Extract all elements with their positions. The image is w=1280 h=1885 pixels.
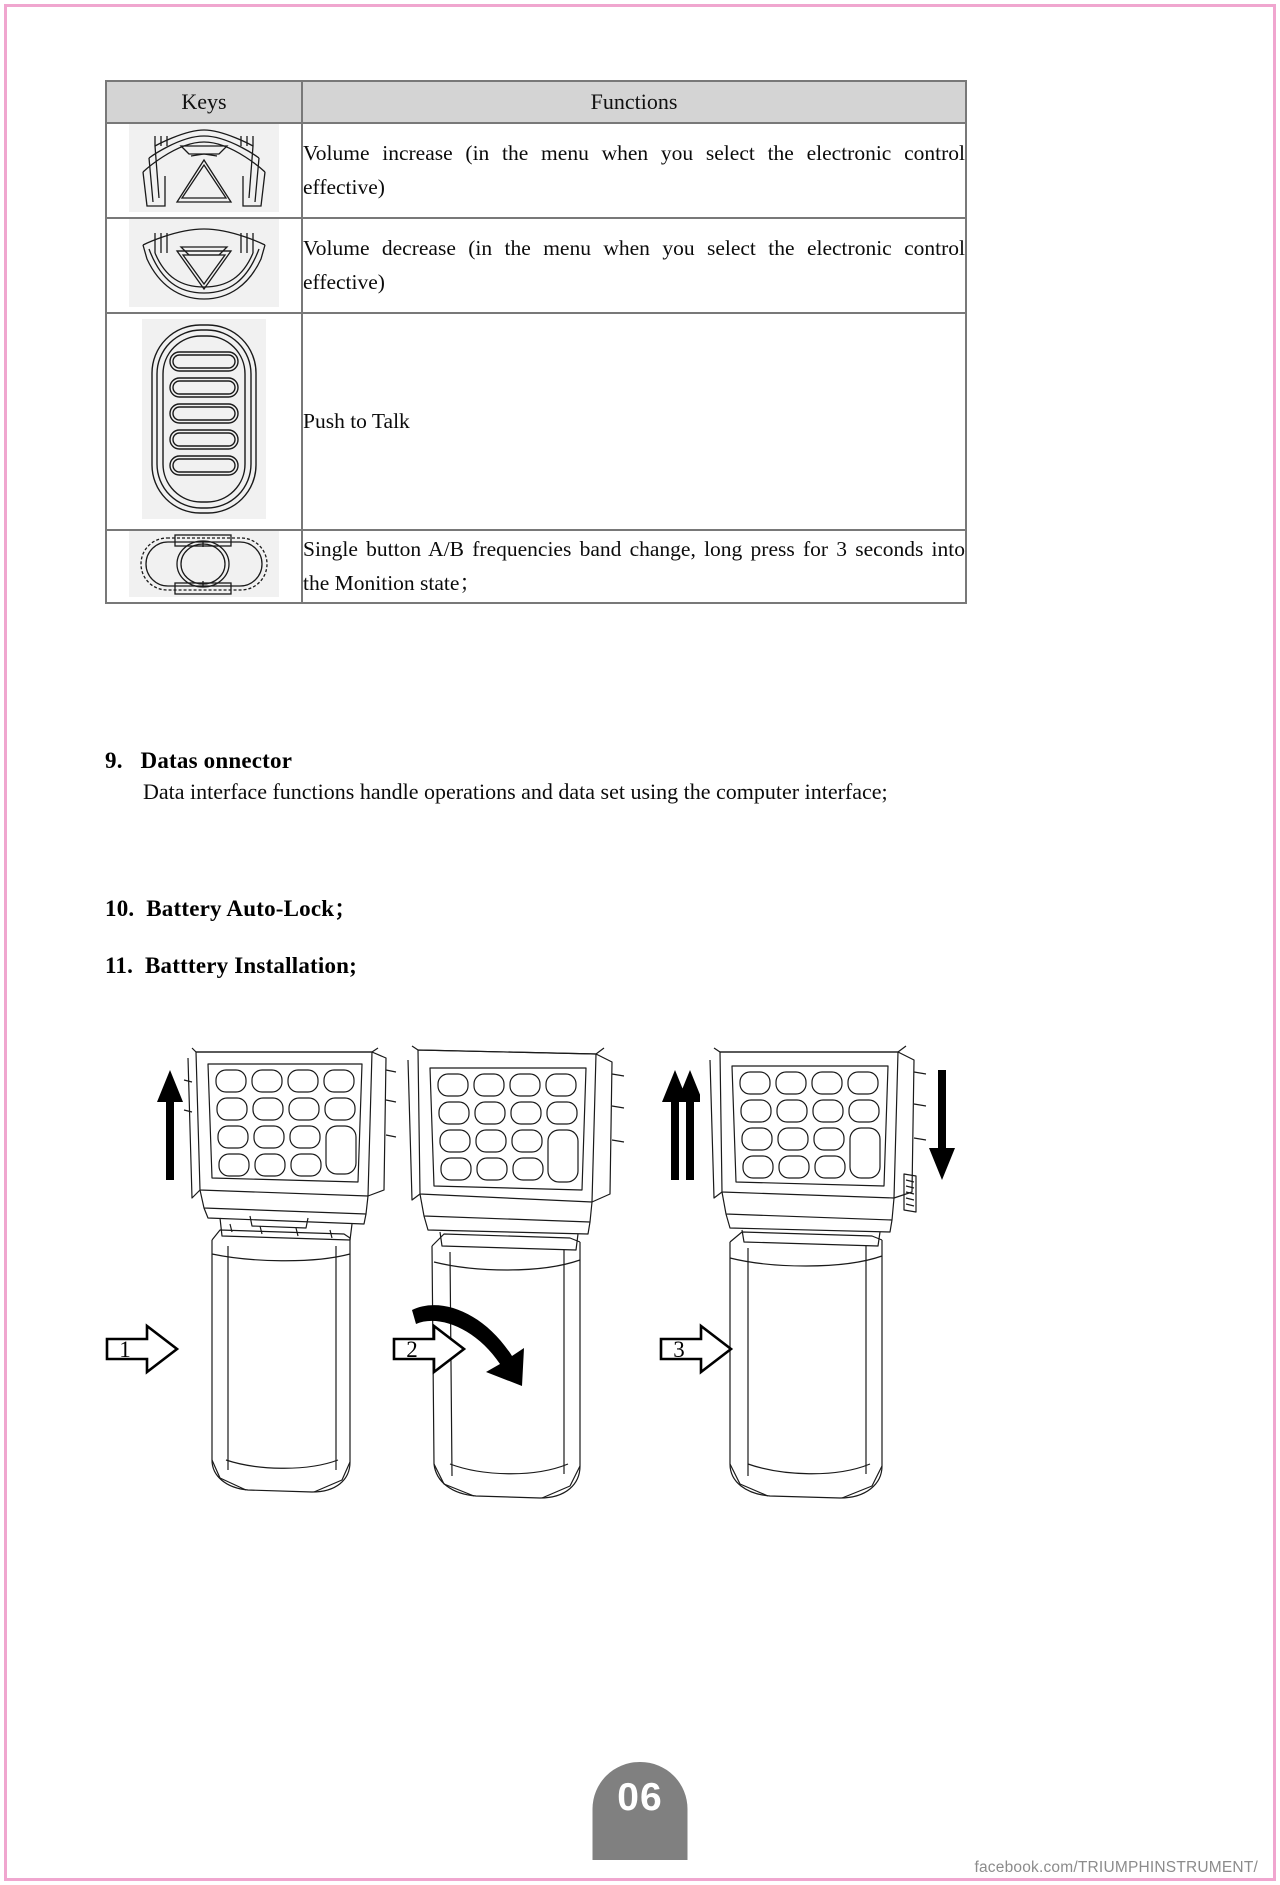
step-1-label: 1 <box>119 1337 131 1362</box>
section-10-title: Battery Auto-Lock； <box>146 896 358 921</box>
step-3-label: 3 <box>673 1337 685 1362</box>
step-badge-3 <box>657 1321 735 1382</box>
function-cell: Push to Talk <box>302 313 966 530</box>
ptt-key-icon <box>142 319 266 519</box>
column-header-keys: Keys <box>106 81 302 123</box>
key-cell-ptt <box>106 313 302 530</box>
volume-up-key-icon <box>129 124 279 212</box>
section-9-title: Datas onnector <box>140 748 293 773</box>
volume-down-key-icon <box>129 219 279 307</box>
table-header-row <box>106 81 966 123</box>
key-cell-volume-down <box>106 218 302 313</box>
section-9-number: 9. <box>105 748 123 773</box>
function-cell: Single button A/B frequencies band change, long press for 3 seconds into the Monition state； <box>302 530 966 603</box>
up-arrow-1 <box>157 1070 183 1180</box>
battery-installation-figure <box>100 1040 1000 1600</box>
section-11-heading <box>105 953 965 979</box>
battery-figure-panel-2 <box>400 1040 700 1600</box>
section-10-number: 10. <box>105 896 135 921</box>
section-9-body <box>105 776 965 809</box>
table-row <box>106 530 966 603</box>
table-row <box>106 313 966 530</box>
step-badge-2 <box>390 1321 468 1382</box>
step-badge-1 <box>103 1321 181 1382</box>
key-cell-volume-up <box>106 123 302 218</box>
column-header-functions: Functions <box>302 81 966 123</box>
step-2-label: 2 <box>406 1337 418 1362</box>
facebook-watermark: facebook.com/TRIUMPHINSTRUMENT/ <box>974 1859 1258 1876</box>
section-9-heading <box>105 748 965 774</box>
function-cell: Volume decrease (in the menu when you select the electronic control effective) <box>302 218 966 313</box>
section-battery-installation <box>105 953 965 979</box>
ab-band-key-icon <box>129 531 279 597</box>
battery-figure-panel-1 <box>100 1040 400 1600</box>
section-9-body-text: Data interface functions handle operations and data set using the computer interface; <box>143 779 888 804</box>
section-10-heading <box>105 890 965 923</box>
battery-figure-panel-3 <box>700 1040 1000 1600</box>
table-row <box>106 218 966 313</box>
table-row <box>106 123 966 218</box>
section-battery-auto-lock <box>105 890 965 923</box>
section-datas-connector <box>105 748 965 809</box>
function-cell: Volume increase (in the menu when you select the electronic control effective) <box>302 123 966 218</box>
section-11-number: 11. <box>105 953 134 978</box>
page-number-badge: 06 <box>593 1762 688 1860</box>
keys-functions-table <box>105 80 967 604</box>
section-11-title: Batttery Installation; <box>145 953 358 978</box>
down-arrow-3 <box>929 1070 955 1180</box>
key-cell-ab-band <box>106 530 302 603</box>
